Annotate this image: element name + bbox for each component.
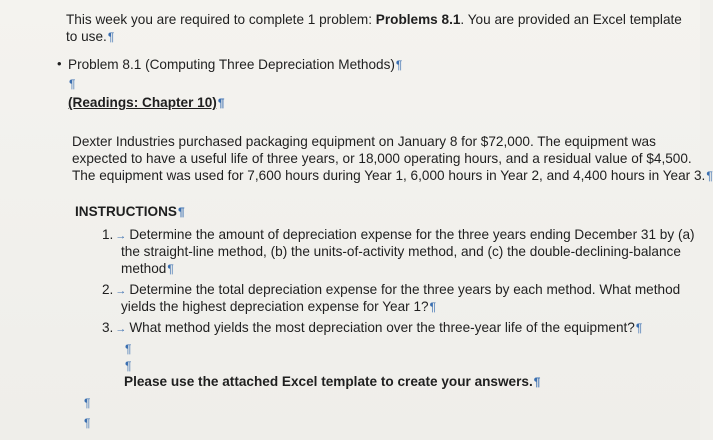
pilcrow-mark: ¶ [706, 169, 713, 183]
instruction-text: Determine the amount of depreciation expense for the three years ending December 31 by (a) [129, 227, 695, 242]
intro-text-a: This week you are required to complete 1 problem: [66, 12, 376, 27]
pilcrow-mark: ¶ [69, 77, 76, 91]
instruction-item-2-line-2 [121, 298, 436, 316]
pilcrow-mark: ¶ [429, 300, 437, 314]
pilcrow-mark: ¶ [533, 375, 541, 389]
pilcrow-mark: ¶ [125, 342, 132, 356]
scenario-text-1: Dexter Industries purchased packaging equipment on January 8 for $72,000. The equipment was [72, 134, 656, 149]
tab-arrow-icon: → [115, 285, 127, 297]
pilcrow-mark: ¶ [395, 58, 403, 72]
closing-line [124, 373, 540, 391]
instruction-item-1-line-2 [121, 243, 681, 260]
readings-line [68, 94, 225, 112]
intro-line-1 [66, 11, 682, 28]
instruction-text: Determine the total depreciation expense for the three years by each method. What method [129, 282, 681, 297]
problem-title: Problem 8.1 (Computing Three Depreciation Methods) [68, 57, 395, 72]
pilcrow-mark: ¶ [84, 396, 91, 410]
pilcrow-mark: ¶ [635, 321, 643, 335]
pilcrow-mark: ¶ [107, 30, 115, 44]
scenario-text-2: expected to have a useful life of three years, or 18,000 operating hours, and a residual value of $4,500. [72, 151, 692, 166]
tab-arrow-icon: → [115, 323, 127, 335]
problem-title-line [68, 56, 402, 74]
instruction-text: yields the highest depreciation expense for Year 1? [121, 299, 429, 314]
scenario-line-3 [72, 167, 713, 185]
intro-text-b: . You are provided an Excel template [460, 12, 682, 27]
instruction-item-1-line-3 [121, 260, 174, 278]
pilcrow-mark: ¶ [217, 96, 225, 110]
instruction-text: What method yields the most depreciation over the three-year life of the equipment? [129, 320, 635, 335]
scenario-line-2 [72, 150, 692, 167]
intro-line-2 [66, 28, 114, 46]
closing-text: Please use the attached Excel template to create your answers. [124, 374, 533, 389]
pilcrow-mark: ¶ [84, 416, 91, 430]
instruction-text: the straight-line method, (b) the units-of-activity method, and (c) the double-declining-balance [121, 244, 681, 259]
instructions-heading-line [75, 203, 185, 221]
bullet-icon: • [57, 56, 62, 71]
instructions-heading: INSTRUCTIONS [75, 204, 177, 219]
readings-text: (Readings: Chapter 10) [68, 95, 217, 110]
instruction-text: method [121, 261, 167, 276]
intro-problem-ref: Problems 8.1 [375, 12, 461, 27]
intro-text-c: to use. [66, 29, 107, 44]
pilcrow-mark: ¶ [177, 205, 185, 219]
pilcrow-mark: ¶ [167, 262, 174, 276]
scenario-line-1 [72, 133, 656, 150]
pilcrow-mark: ¶ [125, 359, 132, 373]
empty-paragraph [124, 340, 131, 358]
scenario-text-3: The equipment was used for 7,600 hours during Year 1, 6,000 hours in Year 2, and 4,400 hours in Year 3. [72, 168, 706, 183]
instruction-item-3-line-1 [102, 319, 642, 338]
list-number: 3. [102, 320, 114, 335]
tab-arrow-icon: → [115, 230, 127, 242]
list-number: 1. [102, 227, 114, 242]
empty-paragraph [68, 75, 75, 93]
list-number: 2. [102, 282, 114, 297]
